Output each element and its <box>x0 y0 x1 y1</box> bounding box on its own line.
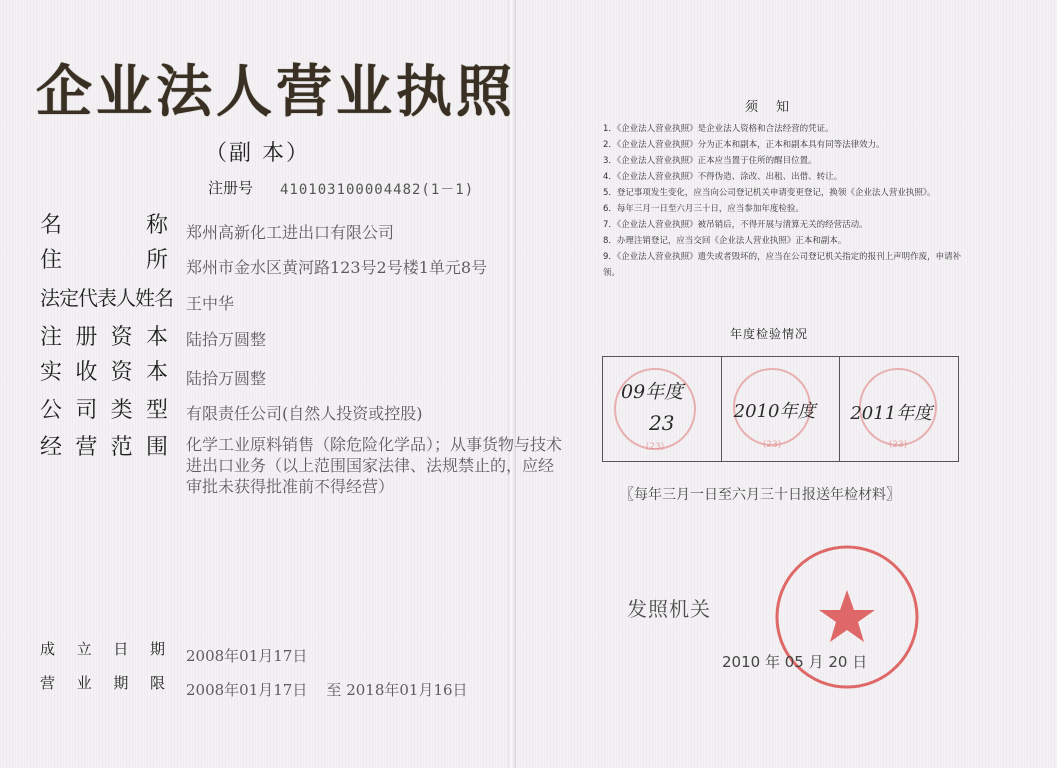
field-label <box>40 243 168 274</box>
field-label <box>40 282 173 311</box>
notice-list <box>603 121 973 281</box>
field-label-char: 型 <box>145 398 168 423</box>
field-label <box>40 393 168 424</box>
label-char: 成 <box>40 640 56 658</box>
field-label-char: 营 <box>75 435 98 460</box>
field-value: 王中华 <box>186 294 235 313</box>
svg-text:(23): (23) <box>645 442 665 452</box>
field-label-char: 本 <box>145 325 168 350</box>
field-label-char: 所 <box>145 248 168 273</box>
established-date: 2008年01月17日 <box>186 647 308 665</box>
field-label-char: 住 <box>40 248 63 273</box>
field-label-char: 实 <box>40 360 63 385</box>
field-label-char: 表 <box>97 286 116 310</box>
notice-item: 4．《企业法人营业执照》不得伪造、涂改、出租、出借、转让。 <box>603 172 843 182</box>
license-title: 企业法人营业执照 <box>36 59 516 125</box>
established-label <box>40 638 165 659</box>
field-label <box>40 355 168 386</box>
annual-inspection-table <box>602 356 959 462</box>
field-label-char: 定 <box>59 286 78 310</box>
field-label <box>40 430 168 461</box>
field-label-char: 本 <box>145 360 168 385</box>
inspection-day-1: 23 <box>649 411 675 435</box>
field-label-char: 资 <box>110 360 133 385</box>
field-label-char: 名 <box>154 286 173 310</box>
svg-text:(23): (23) <box>889 440 908 450</box>
term-label <box>40 672 165 693</box>
star-icon <box>819 590 875 642</box>
field-value: 郑州市金水区黄河路123号2号楼1单元8号 <box>186 258 488 277</box>
inspection-cell <box>840 357 958 461</box>
inspection-cell <box>603 357 722 461</box>
label-char: 限 <box>149 674 165 692</box>
field-value: 有限责任公司(自然人投资或控股) <box>186 404 423 423</box>
deadline-note: 〖每年三月一日至六月三十日报送年检材料〗 <box>620 487 900 503</box>
label-char: 营 <box>40 674 56 692</box>
notice-item: 1．《企业法人营业执照》是企业法人资格和合法经营的凭证。 <box>603 124 834 134</box>
notice-item: 9．《企业法人营业执照》遗失或者毁坏的，应当在公司登记机关指定的报刊上声明作废，申请补领。 <box>603 252 962 278</box>
field-value: 陆拾万圆整 <box>186 369 267 388</box>
field-label-char: 称 <box>145 213 168 238</box>
registration-label: 注册号 <box>208 179 254 197</box>
inspection-cell <box>722 357 841 461</box>
label-char: 期 <box>113 674 129 692</box>
inspection-year-1: 09年度 <box>621 381 684 403</box>
label-char: 业 <box>76 674 92 692</box>
field-label-char: 资 <box>110 325 133 350</box>
field-value: 陆拾万圆整 <box>186 330 267 349</box>
notice-title: 须知 <box>745 100 808 115</box>
copy-label: （副 本） <box>205 141 310 166</box>
field-label-char: 人 <box>116 286 135 310</box>
issue-date: 2010 年 05 月 20 日 <box>722 653 868 671</box>
notice-item: 3．《企业法人营业执照》正本应当置于住所的醒目位置。 <box>603 156 817 166</box>
field-label-char: 公 <box>40 398 63 423</box>
field-label-char: 司 <box>75 398 98 423</box>
field-label-char: 收 <box>75 360 98 385</box>
notice-item: 2．《企业法人营业执照》分为正本和副本，正本和副本具有同等法律效力。 <box>603 140 885 150</box>
field-label-char: 代 <box>78 286 97 310</box>
field-label <box>40 208 168 239</box>
annual-inspection-title: 年度检验情况 <box>730 327 809 341</box>
field-label-char: 名 <box>40 213 63 238</box>
registration-number: 410103100004482(1－1) <box>280 182 475 198</box>
field-label-char: 类 <box>110 398 133 423</box>
field-label-char: 经 <box>40 435 63 460</box>
field-label-char: 姓 <box>135 286 154 310</box>
field-value: 化学工业原料销售（除危险化学品）；从事货物与技术进出口业务（以上范围国家法律、法规禁止的，应经审批未获得批准前不得经营） <box>186 435 563 496</box>
field-label <box>40 320 168 351</box>
label-char: 日 <box>113 640 129 658</box>
svg-text:(23): (23) <box>762 440 781 450</box>
field-label-char: 册 <box>75 325 98 350</box>
notice-item: 8．办理注销登记，应当交回《企业法人营业执照》正本和副本。 <box>603 236 847 246</box>
label-char: 期 <box>149 640 165 658</box>
inspection-year-3: 2011年度 <box>850 403 933 424</box>
inspection-stamp <box>603 357 721 461</box>
field-value: 郑州高新化工进出口有限公司 <box>186 223 395 242</box>
inspection-year-2: 2010年度 <box>733 401 816 422</box>
notice-item: 5．登记事项发生变化，应当向公司登记机关申请变更登记，换领《企业法人营业执照》。 <box>603 188 936 198</box>
field-label-char: 围 <box>145 435 168 460</box>
field-label-char: 法 <box>40 286 59 310</box>
notice-item: 6．每年三月一日至六月三十日，应当参加年度检验。 <box>603 204 804 214</box>
label-char: 立 <box>76 640 92 658</box>
issuer-label: 发照机关 <box>627 597 711 621</box>
field-label-char: 范 <box>110 435 133 460</box>
term-value: 2008年01月17日 至 2018年01月16日 <box>186 681 468 699</box>
notice-item: 7．《企业法人营业执照》被吊销后，不得开展与清算无关的经营活动。 <box>603 220 868 230</box>
field-label-char: 注 <box>40 325 63 350</box>
